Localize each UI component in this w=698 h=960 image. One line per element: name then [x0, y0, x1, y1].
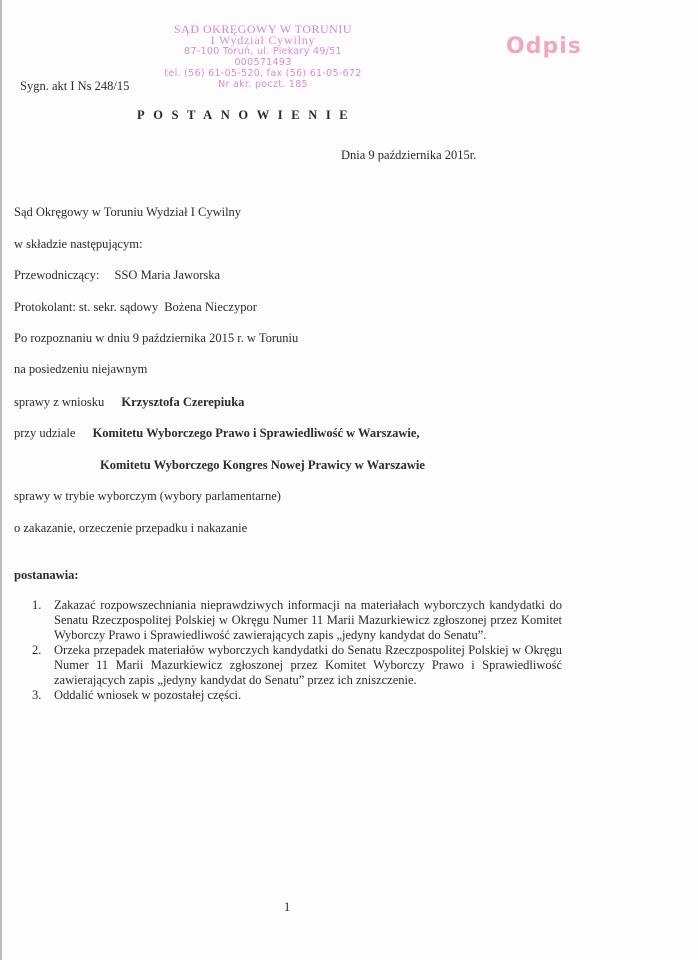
decision-item — [32, 688, 562, 703]
case-reference: Sygn. akt I Ns 248/15 — [20, 79, 130, 93]
decision-items — [32, 598, 562, 703]
stamp-line-court: SĄD OKRĘGOWY W TORUNIU — [173, 22, 352, 36]
participants-line — [14, 426, 420, 441]
page-number: 1 — [284, 900, 291, 914]
chair-name: SSO Maria Jaworska — [114, 268, 221, 282]
decision-item-number: 2. — [32, 643, 42, 657]
session-line: na posiedzeniu niejawnym — [14, 362, 148, 376]
decision-heading: postanawia: — [14, 568, 79, 582]
clerk-label: Protokolant: st. sekr. sądowy — [14, 300, 159, 314]
clerk-line — [14, 300, 257, 315]
decision-item-number: 1. — [32, 598, 42, 612]
decision-item-text: Zakazać rozpowszechniania nieprawdziwych informacji na materiałach wyborczych kandydatki do Senatu Rzeczpospolitej Polskiej w Okręgu Numer 11 Marii Mazurkiewicz zgłoszonej przez Komitet Wyborczy Prawo i Sprawiedliwość zawierających zapis „jedyny kandydat do Senatu”. — [54, 598, 562, 642]
participant-1: Komitetu Wyborczego Prawo i Sprawiedliwość w Warszawie, — [92, 426, 420, 440]
subject-line: o zakazanie, orzeczenie przepadku i nakazanie — [14, 521, 248, 535]
copy-stamp: Odpis — [506, 34, 582, 59]
decision-item-text: Oddalić wniosek w pozostałej części. — [54, 688, 242, 702]
stamp-line-address: 87-100 Toruń, ul. Piekary 49/51 — [184, 46, 342, 57]
court-name: Sąd Okręgowy w Toruniu Wydział I Cywilny — [14, 205, 242, 219]
applicant-line — [14, 395, 244, 410]
stamp-line-regon: 000571493 — [234, 57, 292, 68]
decision-item — [32, 643, 562, 688]
composition-label: w składzie następującym: — [14, 237, 143, 251]
document-title: POSTANOWIENIE — [137, 108, 357, 122]
decision-item — [32, 598, 562, 643]
document-date: Dnia 9 października 2015r. — [341, 148, 477, 162]
hearing-line: Po rozpoznaniu w dniu 9 października 2015 r. w Toruniu — [14, 331, 299, 345]
mode-line: sprawy w trybie wyborczym (wybory parlamentarne) — [14, 489, 281, 503]
stamp-line-postal: Nr akr. poczt. 185 — [218, 79, 308, 90]
clerk-name: Bożena Nieczypor — [164, 300, 257, 314]
applicant-name: Krzysztofa Czerepiuka — [121, 395, 245, 409]
participant-2: Komitetu Wyborczego Kongres Nowej Prawicy w Warszawie — [100, 458, 425, 472]
court-stamp — [152, 24, 374, 90]
participants-label: przy udziale — [14, 426, 76, 440]
stamp-line-department: I Wydział Cywilny — [210, 33, 316, 47]
applicant-label: sprawy z wniosku — [14, 395, 105, 409]
decision-item-number: 3. — [32, 688, 42, 702]
decision-item-text: Orzeka przepadek materiałów wyborczych kandydatki do Senatu Rzeczpospolitej Polskiej w Okręgu Numer 11 Marii Mazurkiewicz zgłoszonej przez Komitet Wyborczy Prawo i Sprawiedliwość zawierających zapis „jedyny kandydat do Senatu” przez ich zniszczenie. — [54, 643, 562, 687]
stamp-line-phone: tel. (56) 61-05-520, fax (56) 61-05-672 — [164, 68, 362, 79]
chair-label: Przewodniczący: — [14, 268, 100, 282]
chair-line — [14, 268, 220, 283]
